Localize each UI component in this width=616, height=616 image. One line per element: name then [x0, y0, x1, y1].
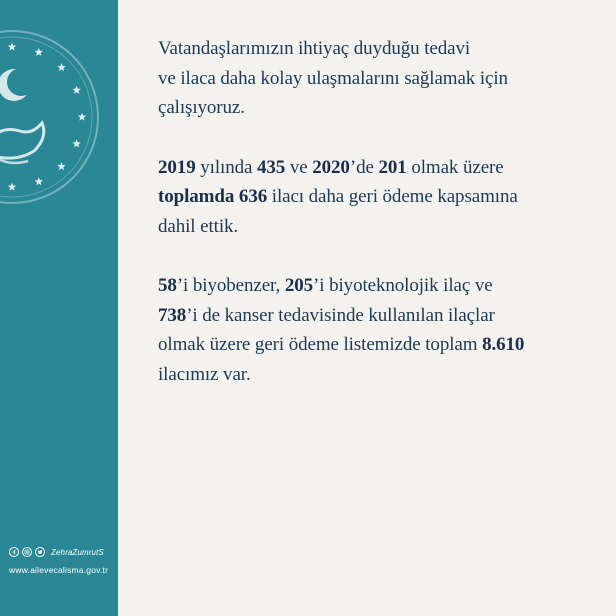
text-line: çalışıyoruz.	[158, 97, 245, 118]
emblem-star	[72, 139, 81, 147]
emblem-star	[8, 183, 17, 191]
text-line: ilacımız var.	[158, 363, 251, 385]
emblem-star	[72, 86, 81, 94]
paragraph-reimbursement	[158, 153, 608, 242]
text-fragment: olmak üzere	[406, 156, 504, 178]
sidebar	[0, 0, 118, 616]
emblem-star	[35, 177, 44, 185]
text-fragment: ve	[285, 156, 313, 178]
text-fragment: ilacı daha geri ödeme kapsamına	[267, 186, 518, 207]
emblem-star	[78, 113, 87, 121]
social-links	[9, 547, 104, 557]
text-fragment: ’de	[349, 156, 379, 178]
text-fragment: ’i biyobenzer,	[176, 275, 285, 296]
paragraph-intro	[158, 34, 608, 123]
paragraph-drug-list	[158, 271, 608, 389]
text-line: dahil ettik.	[158, 215, 239, 237]
text-line: Vatandaşlarımızın ihtiyaç duyduğu tedavi	[158, 38, 471, 59]
count-2019: 435	[256, 156, 286, 178]
text-fragment: ’i biyoteknolojik ilaç ve	[313, 275, 493, 296]
count-2020: 201	[378, 156, 407, 178]
text-line: ve ilaca daha kolay ulaşmalarını sağlamak için	[158, 67, 508, 89]
total-636: toplamda 636	[158, 186, 268, 207]
emblem-star	[57, 162, 66, 170]
instagram-icon[interactable]	[22, 547, 32, 557]
twitter-icon[interactable]	[35, 547, 45, 557]
ministry-emblem-icon	[0, 27, 102, 207]
text-fragment: yılında	[195, 156, 257, 178]
facebook-icon[interactable]	[9, 547, 19, 557]
main-text	[158, 34, 608, 389]
website-link[interactable]: www.ailevecalisma.gov.tr	[9, 565, 109, 575]
emblem-star	[8, 43, 17, 51]
emblem-star	[35, 48, 44, 56]
emblem-star	[57, 63, 66, 71]
text-fragment: olmak üzere geri ödeme listemizde toplam	[158, 334, 483, 355]
year-2020: 2020	[312, 156, 350, 178]
social-handle[interactable]: ZehraZumrutS	[51, 547, 104, 557]
count-cancer: 738	[158, 304, 187, 326]
count-biosimilar: 58	[158, 275, 177, 296]
count-biotech: 205	[284, 275, 314, 296]
year-2019: 2019	[158, 156, 196, 178]
total-8610: 8.610	[482, 334, 525, 355]
text-fragment: ’i de kanser tedavisinde kullanılan ilaçlar	[186, 304, 495, 326]
